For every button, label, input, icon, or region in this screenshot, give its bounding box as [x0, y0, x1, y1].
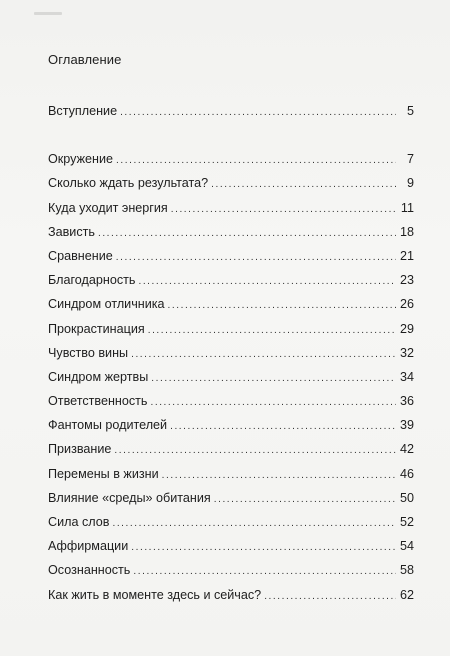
toc-entry-page: 50 — [399, 490, 414, 505]
toc-entry-page: 7 — [406, 152, 414, 167]
toc-heading: Оглавление — [48, 52, 122, 67]
toc-entry-page: 42 — [399, 442, 414, 457]
toc-entry-page: 62 — [399, 587, 414, 602]
toc-leader-dots — [116, 155, 396, 166]
toc-entry-title: Синдром жертвы — [48, 369, 149, 384]
toc-entry-title: Ответственность — [48, 394, 148, 409]
toc-entry-page: 23 — [399, 273, 414, 288]
toc-entry — [48, 297, 414, 321]
toc-entry-title: Призвание — [48, 442, 112, 457]
toc-entry — [48, 346, 414, 370]
toc-leader-dots — [162, 470, 396, 481]
toc-entry — [48, 152, 414, 176]
toc-entry-title: Вступление — [48, 104, 118, 118]
toc-entry-title: Осознанность — [48, 563, 131, 578]
toc-leader-dots — [114, 445, 396, 456]
toc-leader-dots — [98, 228, 396, 239]
toc-entry-title: Синдром отличника — [48, 297, 165, 312]
toc-entry — [48, 442, 414, 466]
toc-entry — [48, 322, 414, 346]
table-of-contents — [48, 104, 414, 612]
toc-entry-title: Влияние «среды» обитания — [48, 490, 211, 505]
toc-entry-title: Аффирмации — [48, 539, 129, 554]
toc-entry-page: 52 — [399, 515, 414, 529]
toc-entry-title: Как жить в моменте здесь и сейчас? — [48, 587, 262, 602]
toc-entry — [48, 588, 414, 612]
toc-entry — [48, 225, 414, 249]
toc-leader-dots — [168, 300, 396, 311]
toc-entry — [48, 491, 414, 515]
toc-entry-page: 58 — [399, 563, 414, 578]
toc-entry-title: Благодарность — [48, 273, 136, 288]
toc-entry — [48, 563, 414, 587]
toc-entry — [48, 467, 414, 491]
toc-entry-page: 9 — [406, 176, 414, 191]
toc-entry — [48, 370, 414, 394]
toc-entry — [48, 176, 414, 200]
toc-entry-title: Сравнение — [48, 248, 113, 263]
toc-entry — [48, 539, 414, 563]
toc-leader-dots — [171, 204, 396, 215]
toc-entry-title: Сколько ждать результата? — [48, 176, 209, 191]
toc-entry — [48, 273, 414, 297]
toc-leader-dots — [120, 107, 396, 118]
toc-leader-dots — [133, 566, 396, 577]
toc-entry — [48, 515, 414, 539]
toc-leader-dots — [170, 421, 396, 432]
toc-entry-page: 39 — [399, 418, 414, 433]
toc-entry-page: 34 — [399, 369, 414, 384]
toc-entry-page: 5 — [406, 104, 414, 118]
toc-leader-dots — [131, 349, 396, 360]
toc-entry-page: 36 — [399, 394, 414, 409]
toc-entry-title: Прокрастинация — [48, 321, 145, 336]
toc-entry-title: Чувство вины — [48, 345, 129, 360]
toc-entry — [48, 394, 414, 418]
toc-entry-title: Куда уходит энергия — [48, 200, 168, 215]
toc-entry-title: Сила слов — [48, 515, 110, 529]
toc-leader-dots — [150, 397, 396, 408]
toc-leader-dots — [151, 373, 396, 384]
toc-entry-page: 32 — [399, 345, 414, 360]
toc-entry-page: 21 — [399, 248, 414, 263]
toc-entry-title: Перемены в жизни — [48, 466, 159, 481]
toc-entry-page: 18 — [399, 224, 414, 239]
toc-entry — [48, 104, 414, 128]
toc-entry-title: Зависть — [48, 224, 95, 239]
toc-leader-dots — [131, 542, 396, 553]
toc-entry-page: 11 — [400, 200, 414, 215]
toc-leader-dots — [112, 518, 396, 529]
toc-entry — [48, 249, 414, 273]
page-edge-mark — [34, 12, 62, 15]
toc-leader-dots — [116, 252, 396, 263]
toc-entry-title: Окружение — [48, 152, 114, 167]
toc-entry-page: 46 — [399, 466, 414, 481]
toc-entry — [48, 418, 414, 442]
toc-leader-dots — [148, 325, 396, 336]
toc-entry-page: 29 — [399, 321, 414, 336]
toc-entry-page: 54 — [399, 539, 414, 554]
toc-leader-dots — [138, 276, 396, 287]
toc-entry-title: Фантомы родителей — [48, 418, 168, 433]
toc-entry — [48, 201, 414, 225]
toc-leader-dots — [214, 494, 396, 505]
toc-leader-dots — [264, 591, 396, 602]
toc-leader-dots — [211, 179, 396, 190]
toc-entry-page: 26 — [399, 297, 414, 312]
